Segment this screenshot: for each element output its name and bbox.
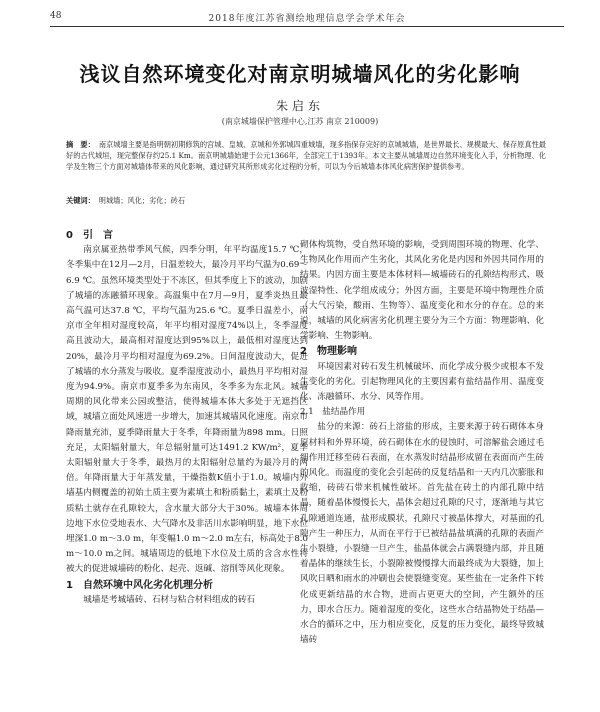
right-column	[300, 238, 544, 648]
section-heading-mechanism: 1 自然环境中风化劣化机理分析	[66, 579, 213, 591]
paper-title: 浅议自然环境变化对南京明城墙风化的劣化影响	[79, 62, 521, 86]
paragraph: 盐分的来源：砖石上溶盐的形成，主要来源于砖石砌体本身原材料和外界环境，砖石砌体在水的侵蚀时，可溶解盐会通过毛细作用迁移至砖石表面，在水蒸发时结晶形成留在表面而产生砖的风化。而温度的变化会引起砖的反复结晶和一天内几次膨胀和收缩，砖砖石带来机械性破坏。首先盐在砖土的内部孔隙中结晶，随着晶体慢慢长大，晶体会超过孔隙的尺寸，逐渐地与其它孔隙通道连通，盐形成膜状，孔隙尺寸被晶体撑大，对基面的孔隙产生一种压力，从而在平行于已被结晶盐填满的孔隙的表面产生小裂缝，小裂缝一旦产生，盐晶体就会占满裂缝内部，并且随着晶体的继续生长，小裂隙被慢慢撑大而最终成为大裂缝，加上风吹日晒和雨水的冲刷也会使裂缝变宽。某些盐在一定条件下转化成更新结晶的水合物，进而占更更大的空间，产生额外的压力，即水合压力。随着湿度的变化，这些水合结晶物处于结晶—水合的循环之中，压力相应变化，反复的压力变化，最终导致城墙砖	[300, 422, 544, 646]
paragraph: 城墙是考城墙砖、石材与粘合材料组成的砖石	[83, 594, 256, 605]
left-column	[66, 228, 308, 608]
subsection-heading-salt: 2.1 盐结晶作用	[300, 407, 366, 418]
paragraph: 砌体构筑物，受自然环境的影响，受到周围环境的物理、化学、生物风化作用而产生劣化，其风化劣化是内因和外因共同作用的结果。内因方面主要是本体材料—城墙砖石的孔隙结构形式、吸波湿特性、化学组成成分；外因方面，主要是环境中物理性介质（大气污染，酸雨、生物等）、温度变化和水分的存在。总的来说，城墙的风化病害劣化机理主要分为三个方面：物理影响、化学影响、生物影响。	[300, 240, 544, 342]
author: 朱启东	[275, 99, 324, 113]
abstract-label: 摘 要：	[66, 140, 95, 149]
paragraph: 环境因素对砖石发生机械破坏、而化学成分极少或根本不发生变化的劣化。引起物理风化的主要因素有盐结晶作用、温度变化、冻融循环、水分、风等作用。	[300, 361, 544, 403]
keywords	[66, 196, 546, 206]
abstract	[66, 139, 546, 172]
keywords-label: 关键词：	[66, 196, 95, 205]
abstract-text: 南京城墙主要是指明朝初期修筑的宫城、皇城、京城和外郭城四重城墙，现多指保存完好的京城城墙，是世界最长、规模最大、保存原真性最好的古代城垣，现完整保存约25.1 Km。南京明城墙始建于公元1366年，全部完工于1393年。本文主要从城墙周边自然环境变化入手，分析物理、化学及生物三个方面对城墙体带来的风化影响，通过研究其所形成劣化过程的分析，可以为今后城墙本体风化病害保护提供参考。	[66, 140, 546, 171]
running-header	[50, 10, 564, 27]
keywords-text: 明城墙；风化；劣化；砖石	[98, 196, 186, 205]
page-number: 48	[50, 11, 62, 21]
section-heading-physical: 2 物理影响	[300, 346, 357, 358]
affiliation: (南京城墙保护管理中心,江苏 南京 210009)	[221, 117, 379, 126]
journal-title: 2018年度江苏省测绘地理信息学会学术年会	[208, 14, 406, 24]
section-heading-introduction: 0 引 言	[66, 230, 113, 241]
paragraph: 南京属亚热带季风气候，四季分明，年平均温度15.7 ℃，冬季集中在12月—2月，日温差较大，最冷月平均气温为0.69～6.9 ℃。虽然环境类型处于不冻区，但其季度上下的波动，加剧了城墙的冻融循环现象。高温集中在7月—9月，夏季炎热且最高气温可达37.8 ℃，平均气温为25.6 ℃。夏季日温差小，南京市全年相对湿度较高，年平均相对湿度74%以上，冬季湿度高且波动大，最高相对湿度达到95%以上，最低相对湿度达到20%，最冷月平均相对湿度为69.2%。日间湿度波动大，促进了城墙的水分蒸发与吸收。夏季湿度波动小，最热月平均相对湿度为94.9%。南京市夏季多为东南风，冬季多为东北风。城墙周期的风化带来公园或整洁，使得城墙本体大多处于无遮挡区域，城墙立面处风速进一步增大，加速其城墙风化速度。南京市降雨量充沛，夏季降雨量大于冬季，年降雨量为898 mm。日照充足，太阳辐射量大，年总辐射量可达1491.2 KW/m²，夏季太阳辐射量大于冬季，最热月的太阳辐射总量约为最冷月的两倍。年降雨量大于年蒸发量，干燥指数K值小于1.0。城墙内外墙基内侧覆盖的初始土质主要为素填土和粉质黏土，素填土及粉质粘土就存在孔隙较大，含水量大部分大于30%。城墙本体周边地下水位受地表水、大气降水及非活川水影响明显，地下水位埋深1.0 m～3.0 m，年变幅1.0 m～2.0 m左右，标高处于8.0 m～10.0 m之间。城墙周边的低地下水位及土质的含含水性将被大的促进城墙砖的粉化、起壳、返碱、溶削等风化现象。	[66, 245, 308, 575]
